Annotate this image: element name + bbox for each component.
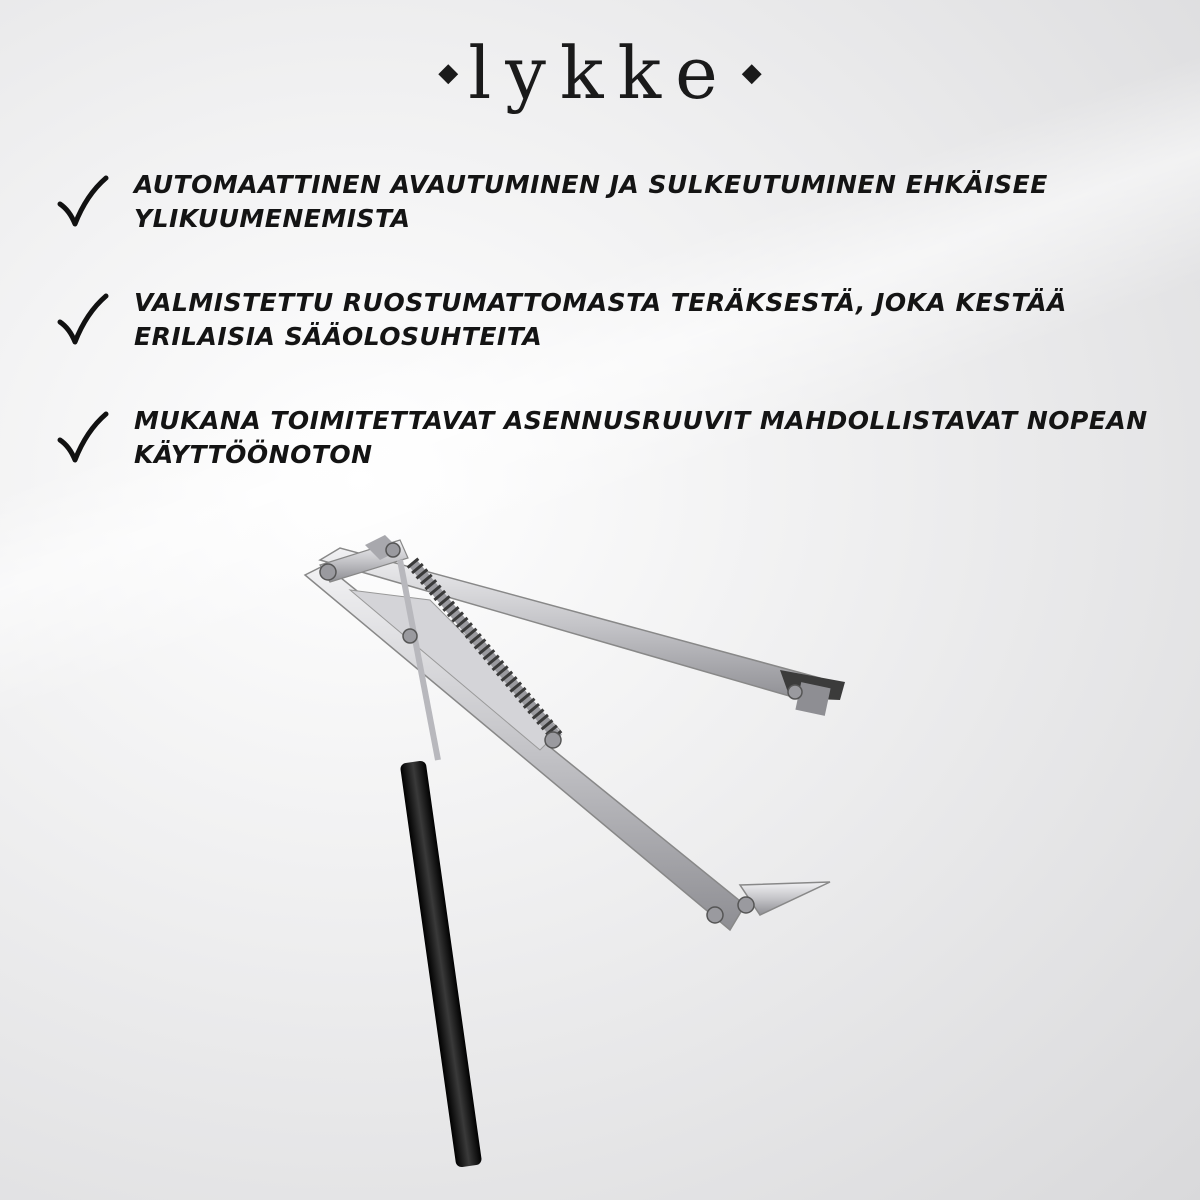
feature-text: MUKANA TOIMITETTAVAT ASENNUSRUUVIT MAHDOLLISTAVAT NOPEAN KÄYTTÖÖNOTON [134,406,1148,469]
logo-dot-left: ◆ [438,58,459,88]
feature-item [50,286,1170,354]
checkmark-icon [54,410,110,466]
checkmark-icon [54,292,110,348]
window-opener-icon [290,520,870,1200]
brand-name: lykke [468,31,732,115]
feature-text: AUTOMAATTINEN AVAUTUMINEN JA SULKEUTUMINEN EHKÄISEE YLIKUUMENEMISTA [134,170,1048,233]
feature-list [50,168,1170,522]
logo-dot-right: ◆ [741,58,762,88]
feature-item [50,168,1170,236]
feature-text: VALMISTETTU RUOSTUMATTOMASTA TERÄKSESTÄ, JOKA KESTÄÄ ERILAISIA SÄÄOLOSUHTEITA [134,288,1067,351]
checkmark-icon [54,174,110,230]
feature-item [50,404,1170,472]
brand-logo [0,18,1200,134]
